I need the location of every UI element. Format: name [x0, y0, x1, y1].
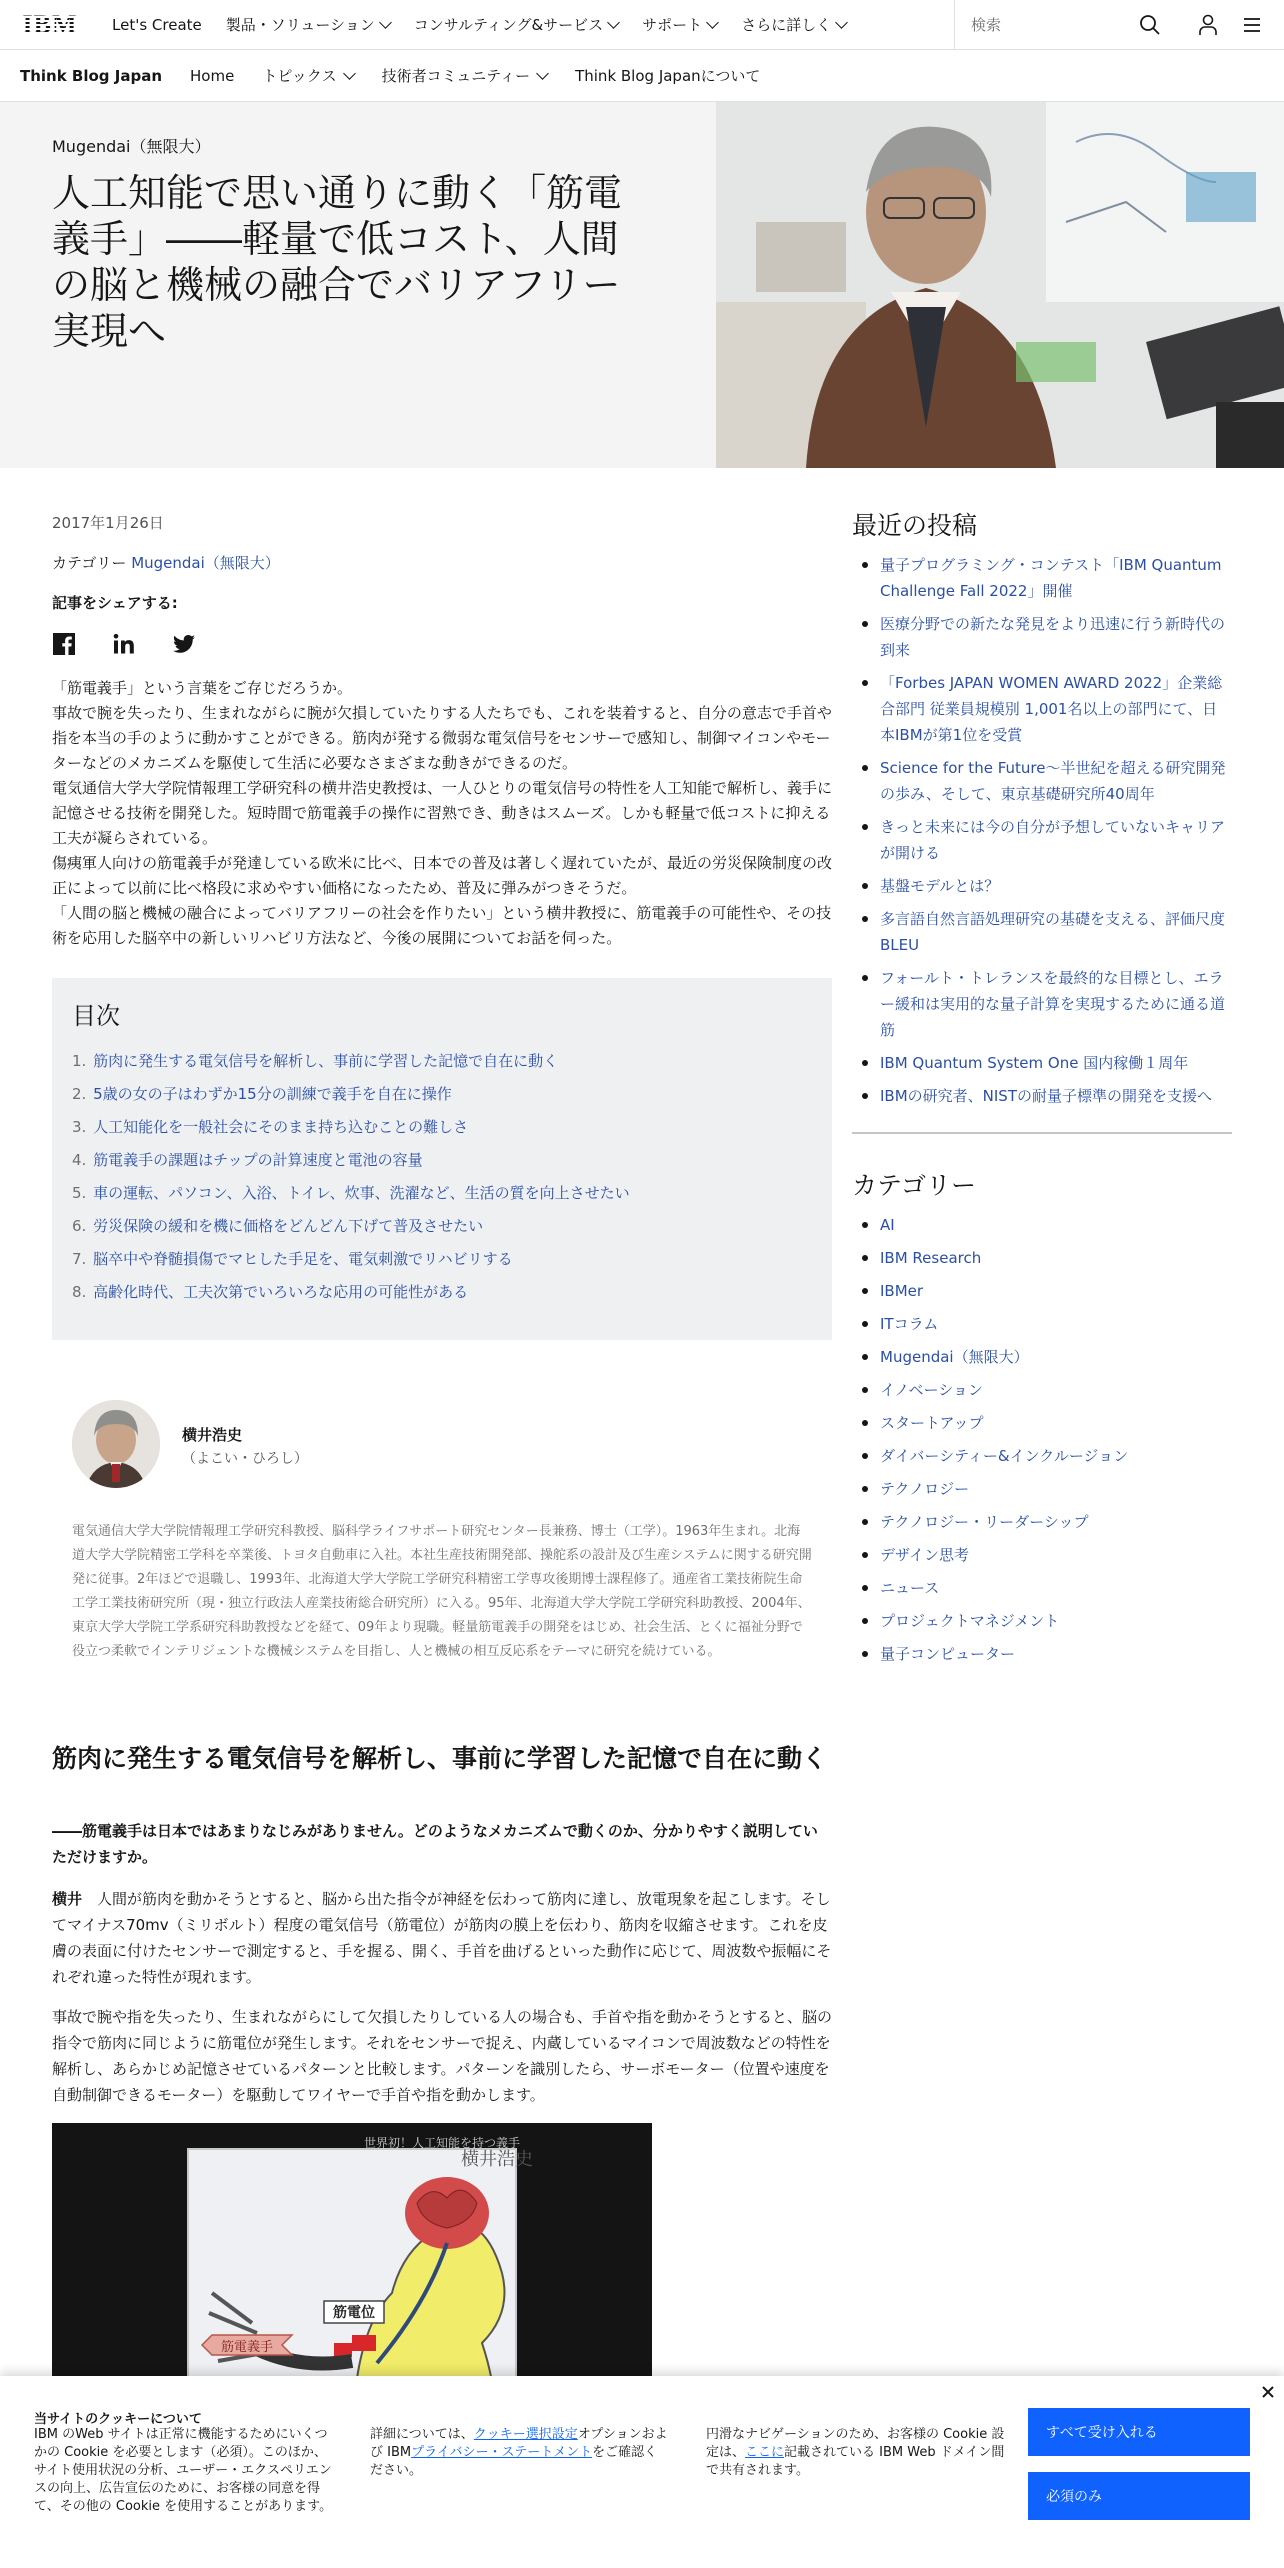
category-link[interactable]: テクノロジー・リーダーシップ	[852, 1509, 1232, 1542]
recent-posts-list	[852, 552, 1232, 1116]
user-icon[interactable]	[1196, 13, 1220, 37]
table-of-contents	[52, 978, 832, 1340]
category-link[interactable]: ダイバーシティー&インクルージョン	[852, 1443, 1232, 1476]
chevron-down-icon	[536, 67, 549, 80]
category-link[interactable]: Mugendai（無限大）	[852, 1344, 1232, 1377]
chevron-down-icon	[706, 16, 719, 29]
recent-post-link[interactable]: IBM Quantum System One 国内稼働１周年	[852, 1050, 1232, 1076]
recent-post-link[interactable]: 基盤モデルとは？	[852, 873, 1232, 899]
toc-item[interactable]: 8. 高齢化時代、工夫次第でいろいろな応用の可能性がある	[72, 1283, 469, 1301]
share-icons	[52, 632, 196, 656]
figure-label-potential: 筋電位	[333, 2305, 375, 2321]
categories-list	[852, 1212, 1232, 1674]
category-link[interactable]: プロジェクトマネジメント	[852, 1608, 1232, 1641]
recent-post-link[interactable]: 量子プログラミング・コンテスト「IBM Quantum Challenge Fall 2022」開催	[852, 552, 1232, 604]
cookie-domains-link[interactable]: ここに	[745, 2445, 785, 2460]
toc-item[interactable]: 3. 人工知能化を一般社会にそのまま持ち込むことの難しさ	[72, 1118, 469, 1136]
intro-paragraph: 電気通信大学大学院情報理工学研究科の横井浩史教授は、一人ひとりの電気信号の特性を人工知能で解析し、義手に記憶させる技術を開発した。短時間で筋電義手の操作に習熟でき、動きはスムーズ。しかも軽量で低コストに抑える工夫が凝らされている。	[52, 779, 833, 847]
article-intro	[52, 676, 832, 951]
cookie-text-domains: 円滑なナビゲーションのため、お客様の Cookie 設定は、ここに記載されている IBM Web ドメイン間で共有されます。	[706, 2427, 1005, 2478]
category-link[interactable]: 量子コンピューター	[852, 1641, 1232, 1674]
post-category: カテゴリー Mugendai（無限大）	[52, 554, 280, 572]
interview-answer: 横井 人間が筋肉を動かそうとすると、脳から出た指令が神経を伝わって筋肉に達し、放電現象を起こします。そしてマイナス70mv（ミリボルト）程度の電気信号（筋電位）が筋肉の膜上を伝わり、筋肉を収縮させます。これを皮膚の表面に付けたセンサーで測定すると、手を握る、開く、手首を曲げるといった動作に応じて、周波数や振幅にそれぞれ違った特性が現れます。	[52, 1890, 832, 1986]
sub-navigation	[0, 50, 1284, 102]
search-icon[interactable]	[1138, 13, 1162, 37]
recent-post-link[interactable]: 「Forbes JAPAN WOMEN AWARD 2022」企業総合部門 従業員規模別 1,001名以上の部門にて、日本IBMが第1位を受賞	[852, 670, 1232, 748]
subnav-about[interactable]: Think Blog Japanについて	[575, 67, 761, 85]
category-link[interactable]: IBM Research	[852, 1245, 1232, 1278]
chevron-down-icon	[379, 16, 392, 29]
post-date: 2017年1月26日	[52, 514, 164, 532]
author-bio: 電気通信大学大学院情報理工学研究科教授、脳科学ライフサポート研究センター長兼務、博士（工学）。1963年生まれ。北海道大学大学院精密工学科を卒業後、トヨタ自動車に入社。本社生産技術開発部、操舵系の設計及び生産システムに関する研究開発に従事。2年ほどで退職し、1993年、北海道大学大学院工学研究科精密工学専攻後期博士課程修了。通産省工業技術院生命工学工業技術研究所（現・独立行政法人産業技術総合研究所）に入る。95年、北海道大学大学院工学研究科助教授、2004年、東京大学大学院工学系研究科助教授などを経て、09年より現職。軽量筋電義手の開発をはじめ、社会生活、とくに福祉分野で役立つ柔軟でインテリジェントな機械システムを目指し、人と機械の相互反応系をテーマに研究を続けている。	[72, 1524, 812, 1659]
hero-banner	[0, 102, 1284, 468]
top-nav-items	[100, 0, 858, 50]
toc-item[interactable]: 4. 筋電義手の課題はチップの計算速度と電池の容量	[72, 1151, 423, 1169]
subnav-home[interactable]: Home	[190, 66, 235, 85]
nav-item-support[interactable]: サポート	[630, 0, 729, 50]
page-title: 人工知能で思い通りに動く「筋電義手」――軽量で低コスト、人間の脳と機械の融合でバリアフリー実現へ	[52, 171, 623, 353]
share-label: 記事をシェアする:	[52, 594, 178, 612]
figure-label-hand: 筋電義手	[220, 2340, 274, 2355]
category-link[interactable]: デザイン思考	[852, 1542, 1232, 1575]
cookie-title: 当サイトのクッキーについて	[34, 2412, 202, 2427]
category-link[interactable]: IBMer	[852, 1278, 1232, 1311]
recent-post-link[interactable]: IBMの研究者、NISTの耐量子標準の開発を支援へ	[852, 1083, 1232, 1109]
cookie-preferences-link[interactable]: クッキー選択設定	[473, 2427, 578, 2442]
hero-photo	[716, 102, 1284, 468]
category-link[interactable]: ITコラム	[852, 1311, 1232, 1344]
toc-item[interactable]: 1. 筋肉に発生する電気信号を解析し、事前に学習した記憶で自在に動く	[72, 1052, 559, 1070]
ibm-logo[interactable]: IBM	[22, 9, 78, 39]
recent-post-link[interactable]: Science for the Future〜半世紀を超える研究開発の歩み、そして、東京基礎研究所40周年	[852, 755, 1232, 807]
toc-item[interactable]: 6. 労災保険の緩和を機に価格をどんどん下げて普及させたい	[72, 1217, 484, 1235]
interview-question: ――筋電義手は日本ではあまりなじみがありません。どのようなメカニズムで動くのか、分かりやすく説明していただけますか。	[52, 1822, 818, 1866]
hero-eyebrow: Mugendai（無限大）	[52, 137, 211, 156]
figure-caption-top: 世界初！人工知能を持つ義手	[363, 2136, 521, 2150]
accept-all-button[interactable]: すべて受け入れる	[1028, 2408, 1250, 2456]
menu-icon[interactable]	[1240, 13, 1264, 37]
category-link[interactable]: ニュース	[852, 1575, 1232, 1608]
sidebar-divider	[852, 1132, 1232, 1134]
recent-post-link[interactable]: きっと未来には今の自分が予想していないキャリアが開ける	[852, 814, 1232, 866]
subnav-community[interactable]: 技術者コミュニティー	[382, 65, 548, 86]
required-only-button[interactable]: 必須のみ	[1028, 2472, 1250, 2520]
speaker-name: 横井	[52, 1890, 83, 1908]
intro-paragraph: 傷痍軍人向けの筋電義手が発達している欧米に比べ、日本での普及は著しく遅れていたが、最近の労災保険制度の改正によって以前に比べ格段に求めやすい価格になったため、普及に弾みがつきそうだ。	[52, 854, 833, 897]
chevron-down-icon	[607, 16, 620, 29]
toc-title: 目次	[72, 1002, 120, 1030]
section-heading: 筋肉に発生する電気信号を解析し、事前に学習した記憶で自在に動く	[52, 1744, 828, 1773]
recent-post-link[interactable]: 医療分野での新たな発見をより迅速に行う新時代の到来	[852, 611, 1232, 663]
post-category-link[interactable]: Mugendai（無限大）	[131, 554, 280, 572]
cookie-text-details: 詳細については、クッキー選択設定オプションおよび IBMプライバシー・ステートメントをご確認ください。	[370, 2427, 668, 2478]
recent-posts-heading: 最近の投稿	[852, 511, 978, 540]
search-box	[954, 0, 1176, 50]
hero-photo-illustration	[716, 102, 1284, 468]
facebook-icon[interactable]	[52, 632, 76, 656]
toc-item[interactable]: 2. 5歳の女の子はわずか15分の訓練で義手を自在に操作	[72, 1085, 452, 1103]
category-link[interactable]: テクノロジー	[852, 1476, 1232, 1509]
intro-paragraph: 事故で腕を失ったり、生まれながらに腕が欠損していたりする人たちでも、これを装着すると、自分の意志で手首や指を本当の手のように動かすことができる。筋肉が発する微弱な電気信号をセンサーで感知し、制御マイコンやモーターなどのメカニズムを駆使して生活に必要なさまざまな動きができるのだ。	[52, 704, 832, 772]
intro-paragraph: 「人間の脳と機械の融合によってバリアフリーの社会を作りたい」という横井教授に、筋電義手の可能性や、その技術を応用した脳卒中の新しいリハビリ方法など、今後の展開についてお話を伺った。	[52, 904, 832, 947]
linkedin-icon[interactable]	[112, 632, 136, 656]
author-avatar	[72, 1400, 160, 1488]
categories-heading: カテゴリー	[852, 1171, 977, 1200]
nav-item-products[interactable]: 製品・ソリューション	[214, 0, 402, 50]
toc-item[interactable]: 7. 脳卒中や脊髄損傷でマヒした手足を、電気刺激でリハビリする	[72, 1250, 513, 1268]
top-navigation	[0, 0, 1284, 50]
nav-item-more[interactable]: さらに詳しく	[729, 0, 858, 50]
intro-paragraph: 「筋電義手」という言葉をご存じだろうか。	[52, 679, 353, 697]
twitter-icon[interactable]	[172, 632, 196, 656]
nav-item-lets-create[interactable]: Let's Create	[112, 15, 202, 34]
cookie-text: IBM のWeb サイトは正常に機能するためにいくつかの Cookie を必要とします（必須）。このほか、サイト使用状況の分析、ユーザー・エクスペリエンスの向上、広告宣伝のために、お客様の同意を得て、その他の Cookie を使用することがあります。	[34, 2427, 333, 2514]
nav-item-consulting[interactable]: コンサルティング&サービス	[402, 0, 630, 50]
category-link[interactable]: AI	[852, 1212, 1232, 1245]
interview-answer: 事故で腕や指を失ったり、生まれながらにして欠損したりしている人の場合も、手首や指を動かそうとすると、脳の指令で筋肉に同じように筋電位が発生します。それをセンサーで捉え、内蔵しているマイコンで周波数などの特性を解析し、あらかじめ記憶させているパターンと比較します。パターンを識別したら、サーボモーター（位置や速度を自動制御できるモーター）を駆動してワイヤーで手首や指を動かします。	[52, 2008, 833, 2104]
chevron-down-icon	[343, 67, 356, 80]
recent-post-link[interactable]: フォールト・トレランスを最終的な目標とし、エラー緩和は実用的な量子計算を実現するために通る道筋	[852, 965, 1232, 1043]
chevron-down-icon	[835, 16, 848, 29]
toc-item[interactable]: 5. 車の運転、パソコン、入浴、トイレ、炊事、洗濯など、生活の質を向上させたい	[72, 1184, 630, 1202]
figure-name: 横井浩史	[461, 2149, 533, 2170]
cookie-banner	[0, 2376, 1284, 2568]
privacy-statement-link[interactable]: プライバシー・ステートメント	[411, 2445, 593, 2460]
close-icon[interactable]	[1258, 2382, 1278, 2402]
category-link[interactable]: イノベーション	[852, 1377, 1232, 1410]
author-kana: （よこい・ひろし）	[182, 1451, 308, 1467]
category-link[interactable]: スタートアップ	[852, 1410, 1232, 1443]
blog-brand-link[interactable]: Think Blog Japan	[20, 66, 163, 85]
subnav-topics[interactable]: トピックス	[262, 65, 353, 86]
recent-post-link[interactable]: 多言語自然言語処理研究の基礎を支える、評価尺度BLEU	[852, 906, 1232, 958]
search-input[interactable]	[971, 16, 1131, 34]
author-name: 横井浩史	[182, 1426, 243, 1444]
